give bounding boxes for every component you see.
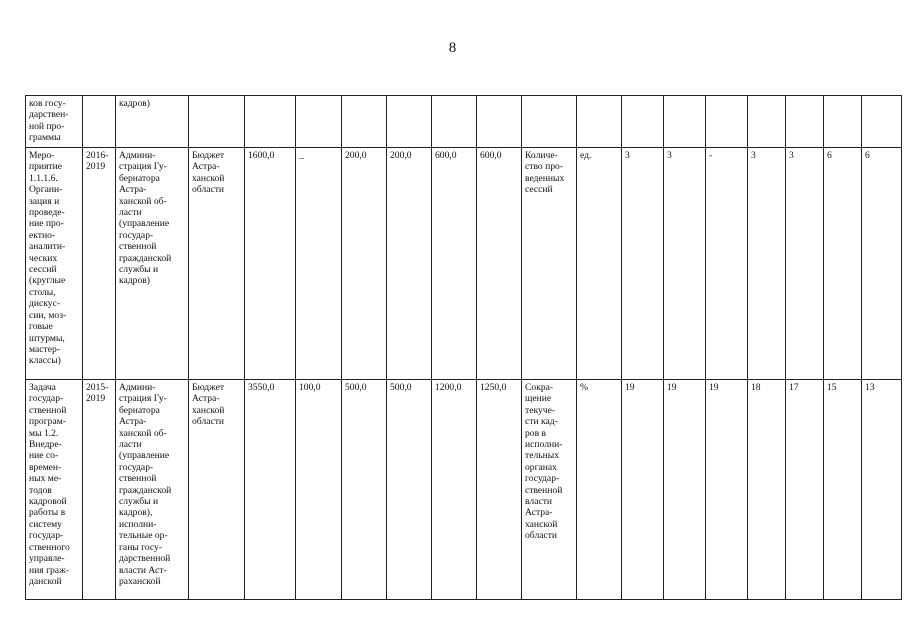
table-cell: 3 [622, 148, 664, 380]
table-cell: - [706, 148, 748, 380]
table-cell [748, 96, 786, 148]
table-cell: 200,0 [387, 148, 432, 380]
table-cell: 13 [862, 380, 902, 600]
table-cell: 15 [824, 380, 862, 600]
table-cell: Меро- приятие 1.1.1.6. Органи- зация и проведе- ние про- ектно- аналити- ческих сессий (круглые столы, дискус- сии, моз- говые штурмы, мастер- классы) [26, 148, 83, 380]
table-cell [477, 96, 522, 148]
table-cell: 1600,0 [245, 148, 296, 380]
table-cell [296, 96, 342, 148]
table-cell: ед. [577, 148, 622, 380]
table-cell [189, 96, 245, 148]
table-cell: 6 [824, 148, 862, 380]
table-cell: 500,0 [342, 380, 387, 600]
table-cell: Бюджет Астра- ханской области [189, 148, 245, 380]
table-row [26, 96, 902, 148]
table-cell: 2015- 2019 [83, 380, 116, 600]
table-cell [342, 96, 387, 148]
table-cell: 600,0 [477, 148, 522, 380]
table-cell [387, 96, 432, 148]
table-cell [522, 96, 577, 148]
table-cell: 2016- 2019 [83, 148, 116, 380]
program-table [25, 95, 902, 600]
table-cell: ков госу- дарствен- ной про- граммы [26, 96, 83, 148]
table-cell: 19 [664, 380, 706, 600]
table-cell: Бюджет Астра- ханской области [189, 380, 245, 600]
table-cell [706, 96, 748, 148]
table-cell: кадров) [116, 96, 189, 148]
table-cell [862, 96, 902, 148]
table-row [26, 380, 902, 600]
table-cell: Админи- страция Гу- бернатора Астра- ханской об- ласти (управление государ- ственной гражданской службы и кадров), исполни- тельные ор- ганы госу- дарственной власти Аст- раханской [116, 380, 189, 600]
table-cell: 3 [748, 148, 786, 380]
table-cell: 3 [786, 148, 824, 380]
table-cell: Админи- страция Гу- бернатора Астра- ханской об- ласти (управление государ- ственной гражданской службы и кадров) [116, 148, 189, 380]
table-cell: Сокра- щение текуче- сти кад- ров в исполни- тельных органах государ- ственной власти Астра- ханской области [522, 380, 577, 600]
table-cell: % [577, 380, 622, 600]
table-cell: Задача государ- ственной програм- мы 1.2. Внедре- ние со- времен- ных ме- тодов кадровой работы в систему государ- ственного управле- ния граж- данской [26, 380, 83, 600]
table-cell [786, 96, 824, 148]
table-cell: _ [296, 148, 342, 380]
table-cell: 3550,0 [245, 380, 296, 600]
table-cell [432, 96, 477, 148]
table-cell: 500,0 [387, 380, 432, 600]
table-cell [664, 96, 706, 148]
table-cell [824, 96, 862, 148]
table-cell: 600,0 [432, 148, 477, 380]
table-cell: 200,0 [342, 148, 387, 380]
table-cell [245, 96, 296, 148]
table-cell: 17 [786, 380, 824, 600]
table-cell: 100,0 [296, 380, 342, 600]
table-cell [577, 96, 622, 148]
table-cell: Количе- ство про- веденных сессий [522, 148, 577, 380]
table-cell: 19 [706, 380, 748, 600]
table-cell: 1250,0 [477, 380, 522, 600]
table-cell: 3 [664, 148, 706, 380]
table-cell: 18 [748, 380, 786, 600]
table-body [26, 96, 902, 600]
table-cell: 6 [862, 148, 902, 380]
page-number: 8 [448, 40, 457, 56]
table-cell [83, 96, 116, 148]
table-row [26, 148, 902, 380]
table-cell [622, 96, 664, 148]
table-cell: 1200,0 [432, 380, 477, 600]
table-cell: 19 [622, 380, 664, 600]
